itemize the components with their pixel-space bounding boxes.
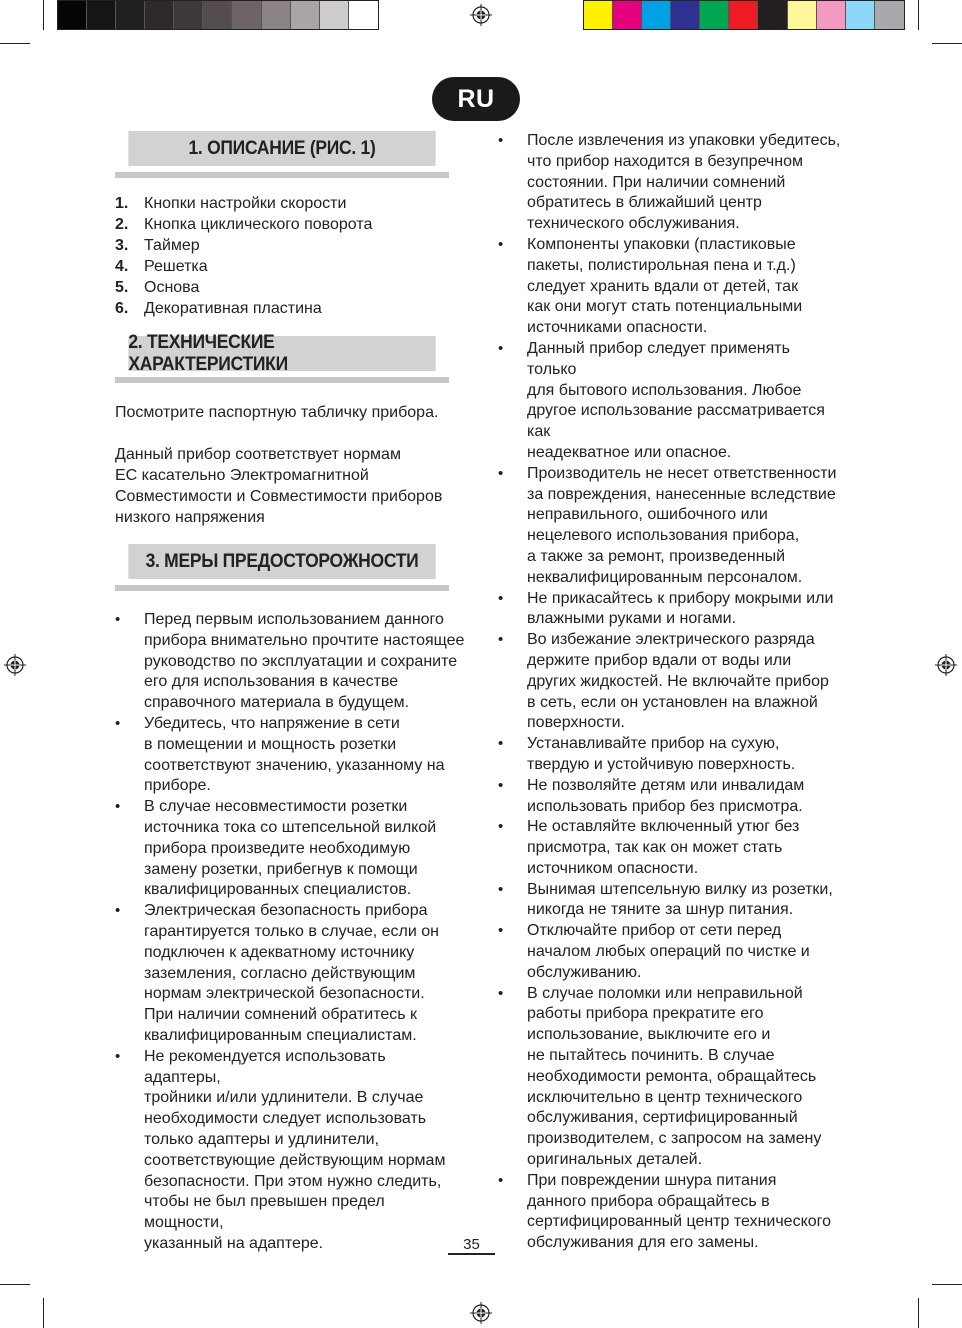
compliance-note: Данный прибор соответствует нормам ЕС касательно Электромагнитной Совместимости и Совместимости приборов низкого напряжения: [115, 446, 443, 526]
safety-item: • Производитель не несет ответственности за повреждения, нанесенные вследствие неправильного, ошибочного или нецелевого использования прибора, а также за ремонт, произведенный неквалифицированным персоналом.: [498, 464, 843, 589]
rating-plate-note: Посмотрите паспортную табличку прибора.: [115, 404, 439, 421]
safety-item: • Не оставляйте включенный утюг без присмотра, так как он может стать источником опасности.: [498, 817, 843, 879]
safety-item: • Компоненты упаковки (пластиковые пакеты, полистирольная пена и т.д.) следует хранить вдали от детей, так как они могут стать потенциальными источниками опасности.: [498, 235, 843, 339]
gray-swatch: [58, 1, 87, 29]
list-item: [115, 277, 372, 298]
item-text: Основа: [144, 279, 200, 296]
safety-item: • Во избежание электрического разряда держите прибор вдали от воды или других жидкостей. Не включайте прибор в сеть, если он установлен на влажной поверхности.: [498, 630, 843, 734]
list-item: [115, 193, 372, 214]
item-number: 2.: [115, 216, 129, 233]
safety-item: • Убедитесь, что напряжение в сети в помещении и мощность розетки соответствуют значению, указанному на приборе.: [115, 714, 465, 797]
gray-swatch: [174, 1, 203, 29]
item-text: Таймер: [144, 237, 200, 254]
safety-item: • Не прикасайтесь к прибору мокрыми или влажными руками и ногами.: [498, 589, 843, 631]
section-2-title: 2. ТЕХНИЧЕСКИЕ ХАРАКТЕРИСТИКИ: [128, 336, 435, 371]
color-swatch: [788, 1, 817, 29]
safety-item: • Устанавливайте прибор на сухую, твердую и устойчивую поверхность.: [498, 734, 843, 776]
item-number: 3.: [115, 237, 129, 254]
section-3-title: 3. МЕРЫ ПРЕДОСТОРОЖНОСТИ: [128, 544, 435, 579]
color-swatch: [817, 1, 846, 29]
color-swatch: [671, 1, 700, 29]
registration-mark-icon: [4, 654, 26, 676]
safety-item: • В случае поломки или неправильной работы прибора прекратите его использование, выключите его и не пытайтесь починить. В случае необходимости ремонта, обращайтесь исключительно в центр технического обслуживания, сертифицированный производителем, с запросом на замену оригинальных деталей.: [498, 984, 843, 1171]
crop-mark: [43, 1298, 44, 1328]
section-1-header: [115, 131, 449, 178]
item-text: Декоративная пластина: [144, 300, 322, 317]
gray-swatch: [291, 1, 320, 29]
list-item: [115, 214, 372, 235]
crop-mark: [932, 1284, 962, 1285]
crop-mark: [43, 0, 44, 30]
item-number: 5.: [115, 279, 129, 296]
list-item: [115, 256, 372, 277]
safety-item: • Данный прибор следует применять только для бытового использования. Любое другое использование рассматривается как неадекватное или опасное.: [498, 339, 843, 464]
registration-mark-icon: [935, 654, 957, 676]
gray-swatch: [262, 1, 291, 29]
crop-mark: [918, 1298, 919, 1328]
safety-item: • Вынимая штепсельную вилку из розетки, никогда не тяните за шнур питания.: [498, 880, 843, 922]
item-number: 4.: [115, 258, 129, 275]
crop-mark: [0, 1284, 30, 1285]
process-color-bar: [583, 0, 905, 30]
gray-swatch: [145, 1, 174, 29]
color-swatch: [613, 1, 642, 29]
gray-swatch: [232, 1, 261, 29]
gray-swatch: [349, 1, 378, 29]
gray-swatch: [87, 1, 116, 29]
registration-mark-icon: [470, 4, 492, 26]
safety-item: • Перед первым использованием данного прибора внимательно прочтите настоящее руководство по эксплуатации и сохраните его для использования в качестве справочного материала в будущем.: [115, 610, 465, 714]
safety-item: • Не позволяйте детям или инвалидам использовать прибор без присмотра.: [498, 776, 843, 818]
safety-item: • После извлечения из упаковки убедитесь, что прибор находится в безупречном состоянии. При наличии сомнений обратитесь в ближайший центр технического обслуживания.: [498, 131, 843, 235]
page-number-rule: [448, 1253, 495, 1255]
color-swatch: [584, 1, 613, 29]
color-swatch: [846, 1, 875, 29]
section-2-header: [115, 331, 449, 383]
gray-swatch: [320, 1, 349, 29]
section-3-header: [115, 544, 449, 591]
color-swatch: [875, 1, 904, 29]
safety-item: • При повреждении шнура питания данного прибора обращайтесь в сертифицированный центр технического обслуживания для его замены.: [498, 1171, 843, 1254]
section-1-title: 1. ОПИСАНИЕ (РИС. 1): [128, 131, 435, 166]
crop-mark: [0, 43, 30, 44]
safety-list-left: [115, 610, 465, 1255]
section-divider: [115, 585, 449, 591]
language-badge: RU: [432, 77, 520, 121]
item-text: Кнопка циклического поворота: [144, 216, 373, 233]
crop-mark: [932, 43, 962, 44]
item-text: Решетка: [144, 258, 208, 275]
crop-mark: [918, 0, 919, 30]
registration-mark-icon: [470, 1302, 492, 1324]
gray-swatch: [203, 1, 232, 29]
color-swatch: [758, 1, 787, 29]
parts-list: [115, 193, 372, 319]
grayscale-color-bar: [57, 0, 379, 30]
safety-item: • Электрическая безопасность прибора гарантируется только в случае, если он подключен к адекватному источнику заземления, согласно действующим нормам электрической безопасности. При наличии сомнений обратитесь к квалифицированным специалистам.: [115, 901, 465, 1047]
item-text: Кнопки настройки скорости: [144, 195, 347, 212]
safety-item: • В случае несовместимости розетки источника тока со штепсельной вилкой прибора произведите необходимую замену розетки, прибегнув к помощи квалифицированных специалистов.: [115, 797, 465, 901]
safety-item: • Не рекомендуется использовать адаптеры, тройники и/или удлинители. В случае необходимости следует использовать только адаптеры и удлинители, соответствующие действующим нормам безопасности. При этом нужно следить, чтобы не был превышен предел мощности, указанный на адаптере.: [115, 1047, 465, 1255]
section-divider: [115, 172, 449, 178]
color-swatch: [700, 1, 729, 29]
color-swatch: [642, 1, 671, 29]
item-number: 6.: [115, 300, 129, 317]
section-divider: [115, 377, 449, 383]
page-number: 35: [463, 1236, 480, 1253]
item-number: 1.: [115, 195, 129, 212]
color-swatch: [729, 1, 758, 29]
list-item: [115, 298, 372, 319]
list-item: [115, 235, 372, 256]
safety-list-right: [498, 131, 843, 1254]
gray-swatch: [116, 1, 145, 29]
safety-item: • Отключайте прибор от сети перед началом любых операций по чистке и обслуживанию.: [498, 921, 843, 983]
